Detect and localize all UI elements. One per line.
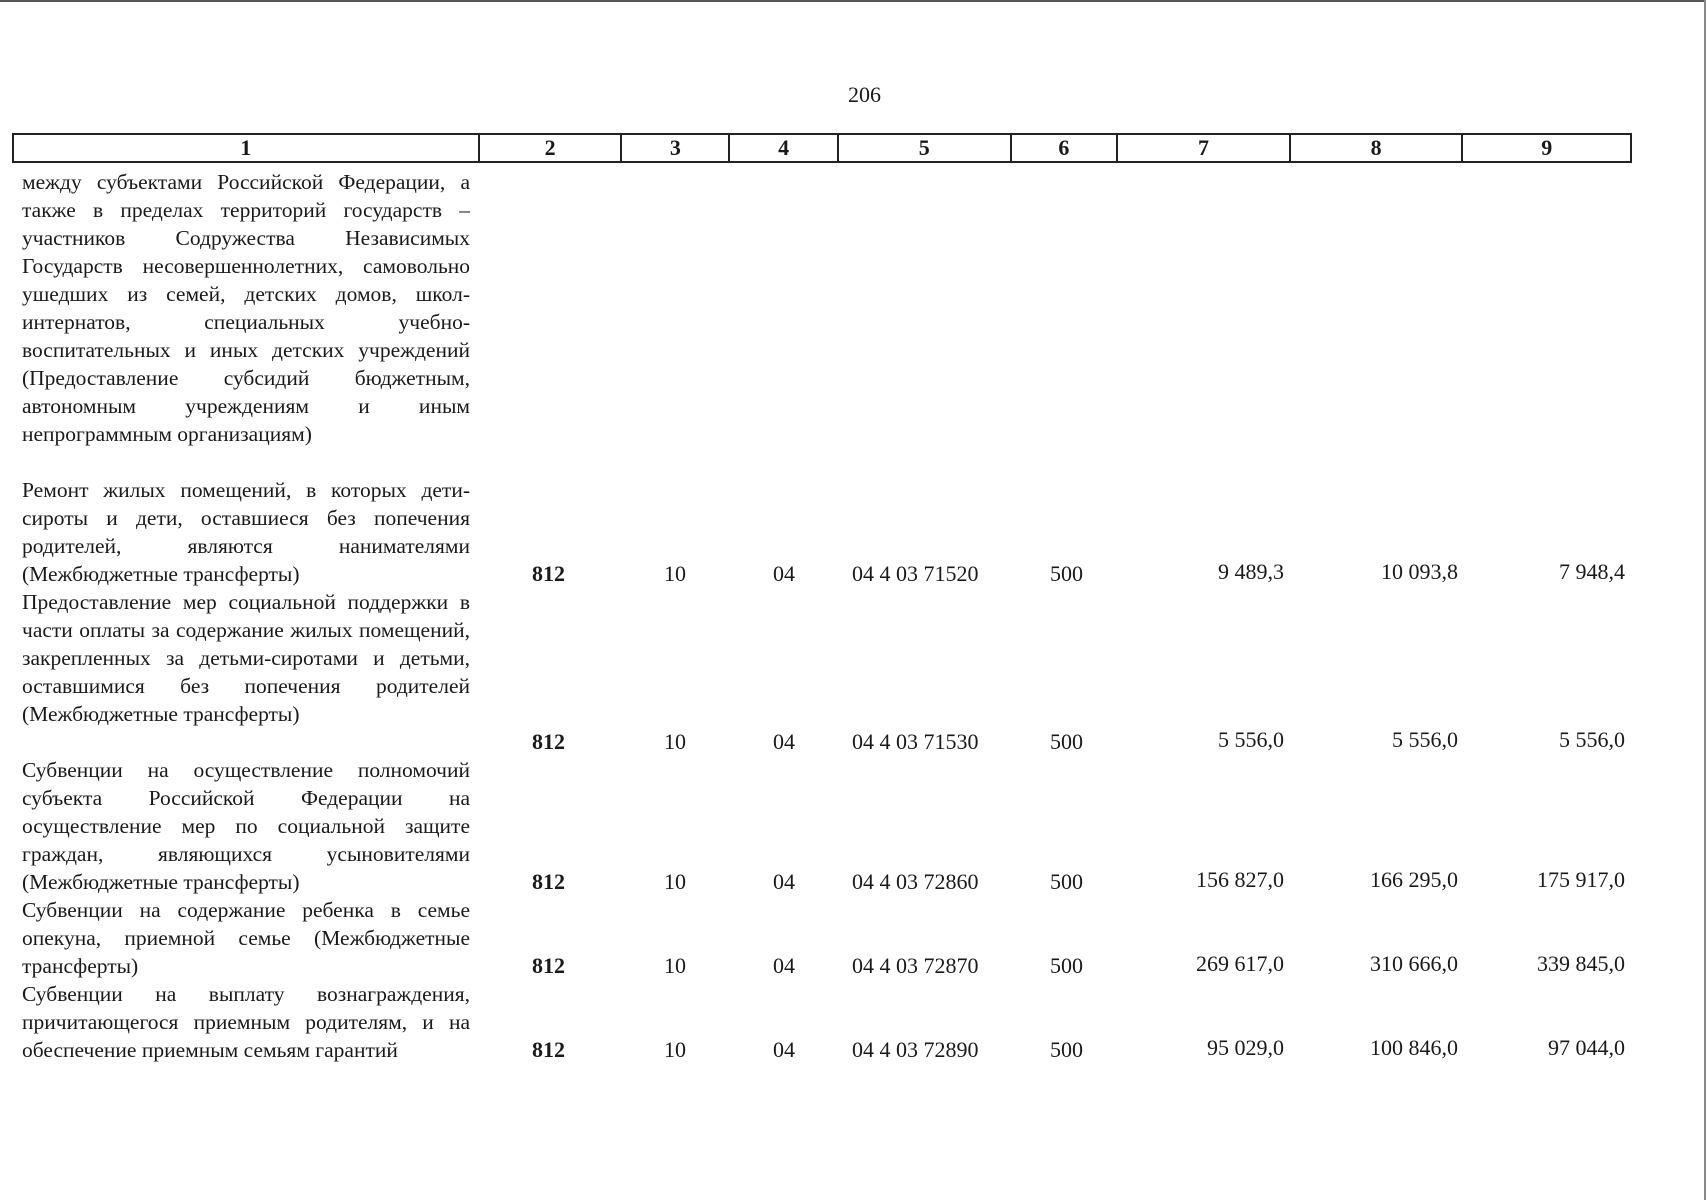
- row-amount-col-8: 166 295,0: [1370, 867, 1458, 892]
- row-amount-col-7: 156 827,0: [1196, 867, 1284, 892]
- page-number: 206: [848, 82, 881, 107]
- row-description: между субъектами Российской Федерации, а также в пределах территорий государств – участников Содружества Независимых Государств несовершеннолетних, самовольно ушедших из семей, детских домов, школ-интернатов, специальных учебно-воспитательных и иных детских учреждений (Предоставление субсидий бюджетным, автономным учреждениям и иным непрограммным организациям): [22, 170, 470, 446]
- header-col-4: 4: [730, 135, 839, 161]
- row-target-article: 04 4 03 72870: [852, 953, 979, 978]
- row-description: Субвенции на содержание ребенка в семье опекуна, приемной семье (Межбюджетные трансферты): [22, 898, 470, 978]
- header-col-8: 8: [1291, 135, 1464, 161]
- row-subsection: 04: [773, 869, 795, 894]
- row-amount-col-7: 269 617,0: [1196, 951, 1284, 976]
- row-admin-code: 812: [532, 869, 565, 894]
- row-amount-col-8: 100 846,0: [1370, 1035, 1458, 1060]
- row-expense-type: 500: [1050, 561, 1083, 586]
- row-description: Субвенции на выплату вознаграждения, причитающегося приемным родителям, и на обеспечение приемным семьям гарантий: [22, 982, 470, 1062]
- row-target-article: 04 4 03 72860: [852, 869, 979, 894]
- row-description: Субвенции на осуществление полномочий субъекта Российской Федерации на осуществление мер по социальной защите граждан, являющихся усыновителями (Межбюджетные трансферты): [22, 758, 470, 894]
- row-admin-code: 812: [532, 1037, 565, 1062]
- row-admin-code: 812: [532, 953, 565, 978]
- row-expense-type: 500: [1050, 869, 1083, 894]
- page-edge-top: [0, 0, 1706, 2]
- header-col-5: 5: [839, 135, 1012, 161]
- header-col-1: 1: [14, 135, 480, 161]
- row-amount-col-9: 339 845,0: [1537, 951, 1625, 976]
- row-section: 10: [664, 869, 686, 894]
- row-amount-col-8: 310 666,0: [1370, 951, 1458, 976]
- row-subsection: 04: [773, 729, 795, 754]
- row-amount-col-9: 7 948,4: [1559, 559, 1625, 584]
- row-admin-code: 812: [532, 561, 565, 586]
- row-description: Ремонт жилых помещений, в которых дети-сироты и дети, оставшиеся без попечения родителей, являются нанимателями (Межбюджетные трансферты): [22, 478, 470, 586]
- row-target-article: 04 4 03 71530: [852, 729, 979, 754]
- header-col-2: 2: [480, 135, 623, 161]
- row-section: 10: [664, 953, 686, 978]
- row-expense-type: 500: [1050, 1037, 1083, 1062]
- row-amount-col-7: 5 556,0: [1218, 727, 1284, 752]
- header-col-3: 3: [622, 135, 730, 161]
- row-expense-type: 500: [1050, 729, 1083, 754]
- row-subsection: 04: [773, 561, 795, 586]
- row-amount-col-9: 5 556,0: [1559, 727, 1625, 752]
- row-amount-col-7: 95 029,0: [1207, 1035, 1284, 1060]
- header-col-6: 6: [1012, 135, 1119, 161]
- header-col-7: 7: [1118, 135, 1291, 161]
- row-amount-col-9: 175 917,0: [1537, 867, 1625, 892]
- row-section: 10: [664, 561, 686, 586]
- row-description: Предоставление мер социальной поддержки в части оплаты за содержание жилых помещений, закрепленных за детьми-сиротами и детьми, оставшимися без попечения родителей (Межбюджетные трансферты): [22, 590, 470, 726]
- header-col-9: 9: [1541, 135, 1553, 160]
- row-target-article: 04 4 03 72890: [852, 1037, 979, 1062]
- row-amount-col-8: 10 093,8: [1381, 559, 1458, 584]
- row-section: 10: [664, 729, 686, 754]
- row-target-article: 04 4 03 71520: [852, 561, 979, 586]
- row-amount-col-7: 9 489,3: [1218, 559, 1284, 584]
- row-subsection: 04: [773, 1037, 795, 1062]
- row-amount-col-8: 5 556,0: [1392, 727, 1458, 752]
- row-expense-type: 500: [1050, 953, 1083, 978]
- row-admin-code: 812: [532, 729, 565, 754]
- row-amount-col-9: 97 044,0: [1548, 1035, 1625, 1060]
- row-subsection: 04: [773, 953, 795, 978]
- row-section: 10: [664, 1037, 686, 1062]
- table-header: [12, 133, 1632, 163]
